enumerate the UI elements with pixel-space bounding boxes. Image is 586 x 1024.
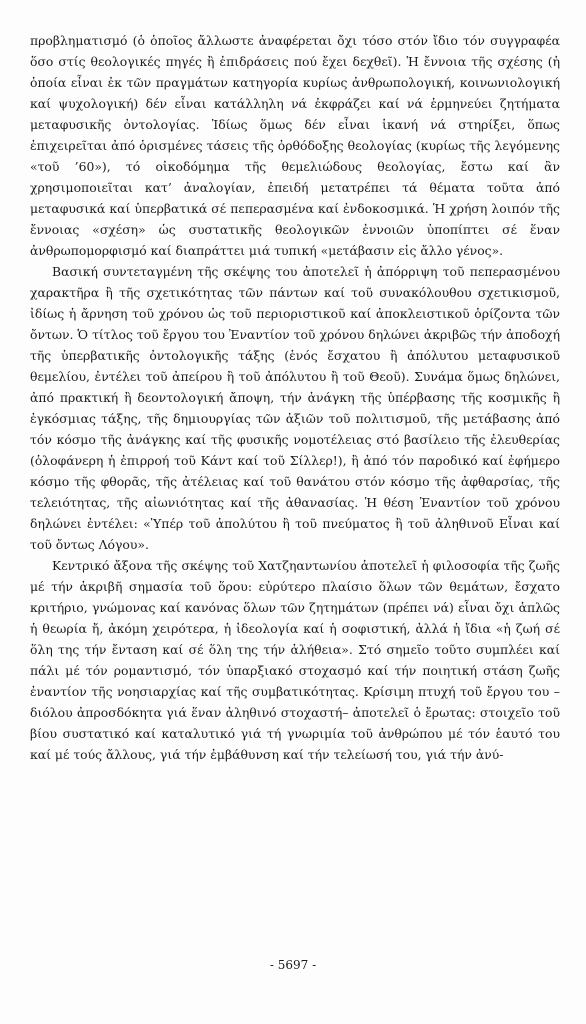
paragraph-2: Βασική συντεταγμένη τῆς σκέψης του ἀποτελεῖ ἡ ἀπόρριψη τοῦ πεπερασμένου χαρακτῆρα ἢ τῆς σχετικότητας τῶν πάντων καί τοῦ συνακόλουθου σχετικισμοῦ, ἰδίως ἡ ἄρνηση τοῦ χρόνου ὡς τοῦ περιοριστικοῦ καί ἀποκλειστικοῦ ὁρίζοντα τῶν ὄντων. Ὁ τίτλος τοῦ ἔργου του Ἐναντίον τοῦ χρόνου δηλώνει ἀκριβῶς τήν ἀποδοχή τῆς ὑπερβατικῆς ὀντολογικῆς τάξης (ἑνός ἔσχατου ἢ ἀπόλυτου μεταφυσικοῦ θεμελίου, ἐντέλει τοῦ ἀπείρου ἢ τοῦ ἀπόλυτου ἢ τοῦ Θεοῦ). Συνάμα ὅμως δηλώνει, ἀπό πρακτική ἢ δεοντολογική ἄποψη, τήν ἀνάγκη τῆς ὑπέρβασης τῆς κοσμικῆς ἢ ἐγκόσμιας τάξης, τῆς δημιουργίας τῶν ἀξιῶν τοῦ πολιτισμοῦ, τῆς μετάβασης ἀπό τόν κόσμο τῆς ἀνάγκης καί τῆς φυσικῆς νομοτέλειας στό βασίλειο τῆς ἐλευθερίας (ὁλοφάνερη ἡ ἐπιρροή τοῦ Κάντ καί τοῦ Σίλλερ!), ἢ ἀπό τόν παροδικό καί ἐφήμερο κόσμο τῆς φθορᾶς, τῆς ἀτέλειας καί τοῦ θανάτου στόν κόσμο τῆς ἀφθαρσίας, τῆς τελειότητας, τῆς αἰωνιότητας καί τῆς ἀθανασίας. Ἡ θέση Ἐναντίον τοῦ χρόνου δηλώνει ἐντέλει: «Ὑπέρ τοῦ ἀπολύτου ἢ τοῦ πνεύματος ἢ τοῦ ἀληθινοῦ Εἶναι καί τοῦ ὄντως Λόγου». — [30, 264, 560, 552]
body-text — [30, 30, 560, 765]
paragraph-1: προβληματισμό (ὁ ὁποῖος ἄλλωστε ἀναφέρεται ὄχι τόσο στόν ἴδιο τόν συγγραφέα ὅσο στίς θεολογικές πηγές ἢ ἐπιδράσεις πού ἔχει δεχθεῖ). Ἡ ἔννοια τῆς σχέσης (ἡ ὁποία εἶναι ἐκ τῶν πραγμάτων κατηγορία κυρίως ἀνθρωπολογική, κοινωνιολογική καί ψυχολογική) δέν εἶναι κατάλληλη νά ἐκφράζει καί νά ἑρμηνεύει ζητήματα μεταφυσικῆς ὀντολογίας. Ἰδίως ὅμως δέν εἶναι ἱκανή νά στηρίξει, ὅπως ἐπιχειρεῖται ἀπό ὁρισμένες τάσεις τῆς ὀρθόδοξης θεολογίας (κυρίως τῆς λεγόμενης «τοῦ ’60»), τό οἰκοδόμημα τῆς θεμελιώδους θεολογίας, ἔστω καί ἂν χρησιμοποιεῖται κατ’ ἀναλογίαν, ἐπειδή μετατρέπει τά θέματα τοῦτα ἀπό μεταφυσικά καί ὑπερβατικά σέ πεπερασμένα καί ἐνδοκοσμικά. Ἡ χρήση λοιπόν τῆς ἔννοιας «σχέση» ὡς συστατικῆς θεολογικῶν ἐννοιῶν ὑποπίπτει σέ ἕναν ἀνθρωπομορφισμό καί διαπράττει μιά τυπική «μετάβασιν εἰς ἄλλο γένος». — [30, 33, 560, 258]
page-number: - 5697 - — [269, 958, 317, 972]
paragraph-3: Κεντρικό ἄξονα τῆς σκέψης τοῦ Χατζηαντωνίου ἀποτελεῖ ἡ φιλοσοφία τῆς ζωῆς μέ τήν ἀκριβῆ σημασία τοῦ ὅρου: εὐρύτερο πλαίσιο ὅλων τῶν θεμάτων, ἔσχατο κριτήριο, γνώμονας καί κανόνας ὅλων τῶν ζητημάτων (πρέπει νά) εἶναι ὄχι ἁπλῶς ἡ θεωρία ἤ, ἀκόμη χειρότερα, ἡ ἰδεολογία καί ἡ σοφιστική, ἀλλά ἡ ἴδια «ἡ ζωή σέ ὅλη της τήν ἔνταση καί σέ ὅλη της τήν ἀλήθεια». Στό σημεῖο τοῦτο συμπλέει καί πάλι μέ τόν ρομαντισμό, τόν ὑπαρξιακό στοχασμό καί τήν ποιητική στάση ζωῆς ἐναντίον τῆς νοησιαρχίας καί τῆς συμβατικότητας. Κρίσιμη πτυχή τοῦ ἔργου του –διόλου ἀπροσδόκητα γιά ἕναν ἀληθινό στοχαστή– ἀποτελεῖ ὁ ἔρωτας: στοιχεῖο τοῦ βίου συστατικό καί καταλυτικό γιά τή γνωριμία τοῦ ἀνθρώπου μέ τόν ἑαυτό του καί μέ τούς ἄλλους, γιά τήν ἐμβάθυνση καί τήν τελείωσή του, γιά τήν ἀνύ- — [30, 558, 560, 762]
